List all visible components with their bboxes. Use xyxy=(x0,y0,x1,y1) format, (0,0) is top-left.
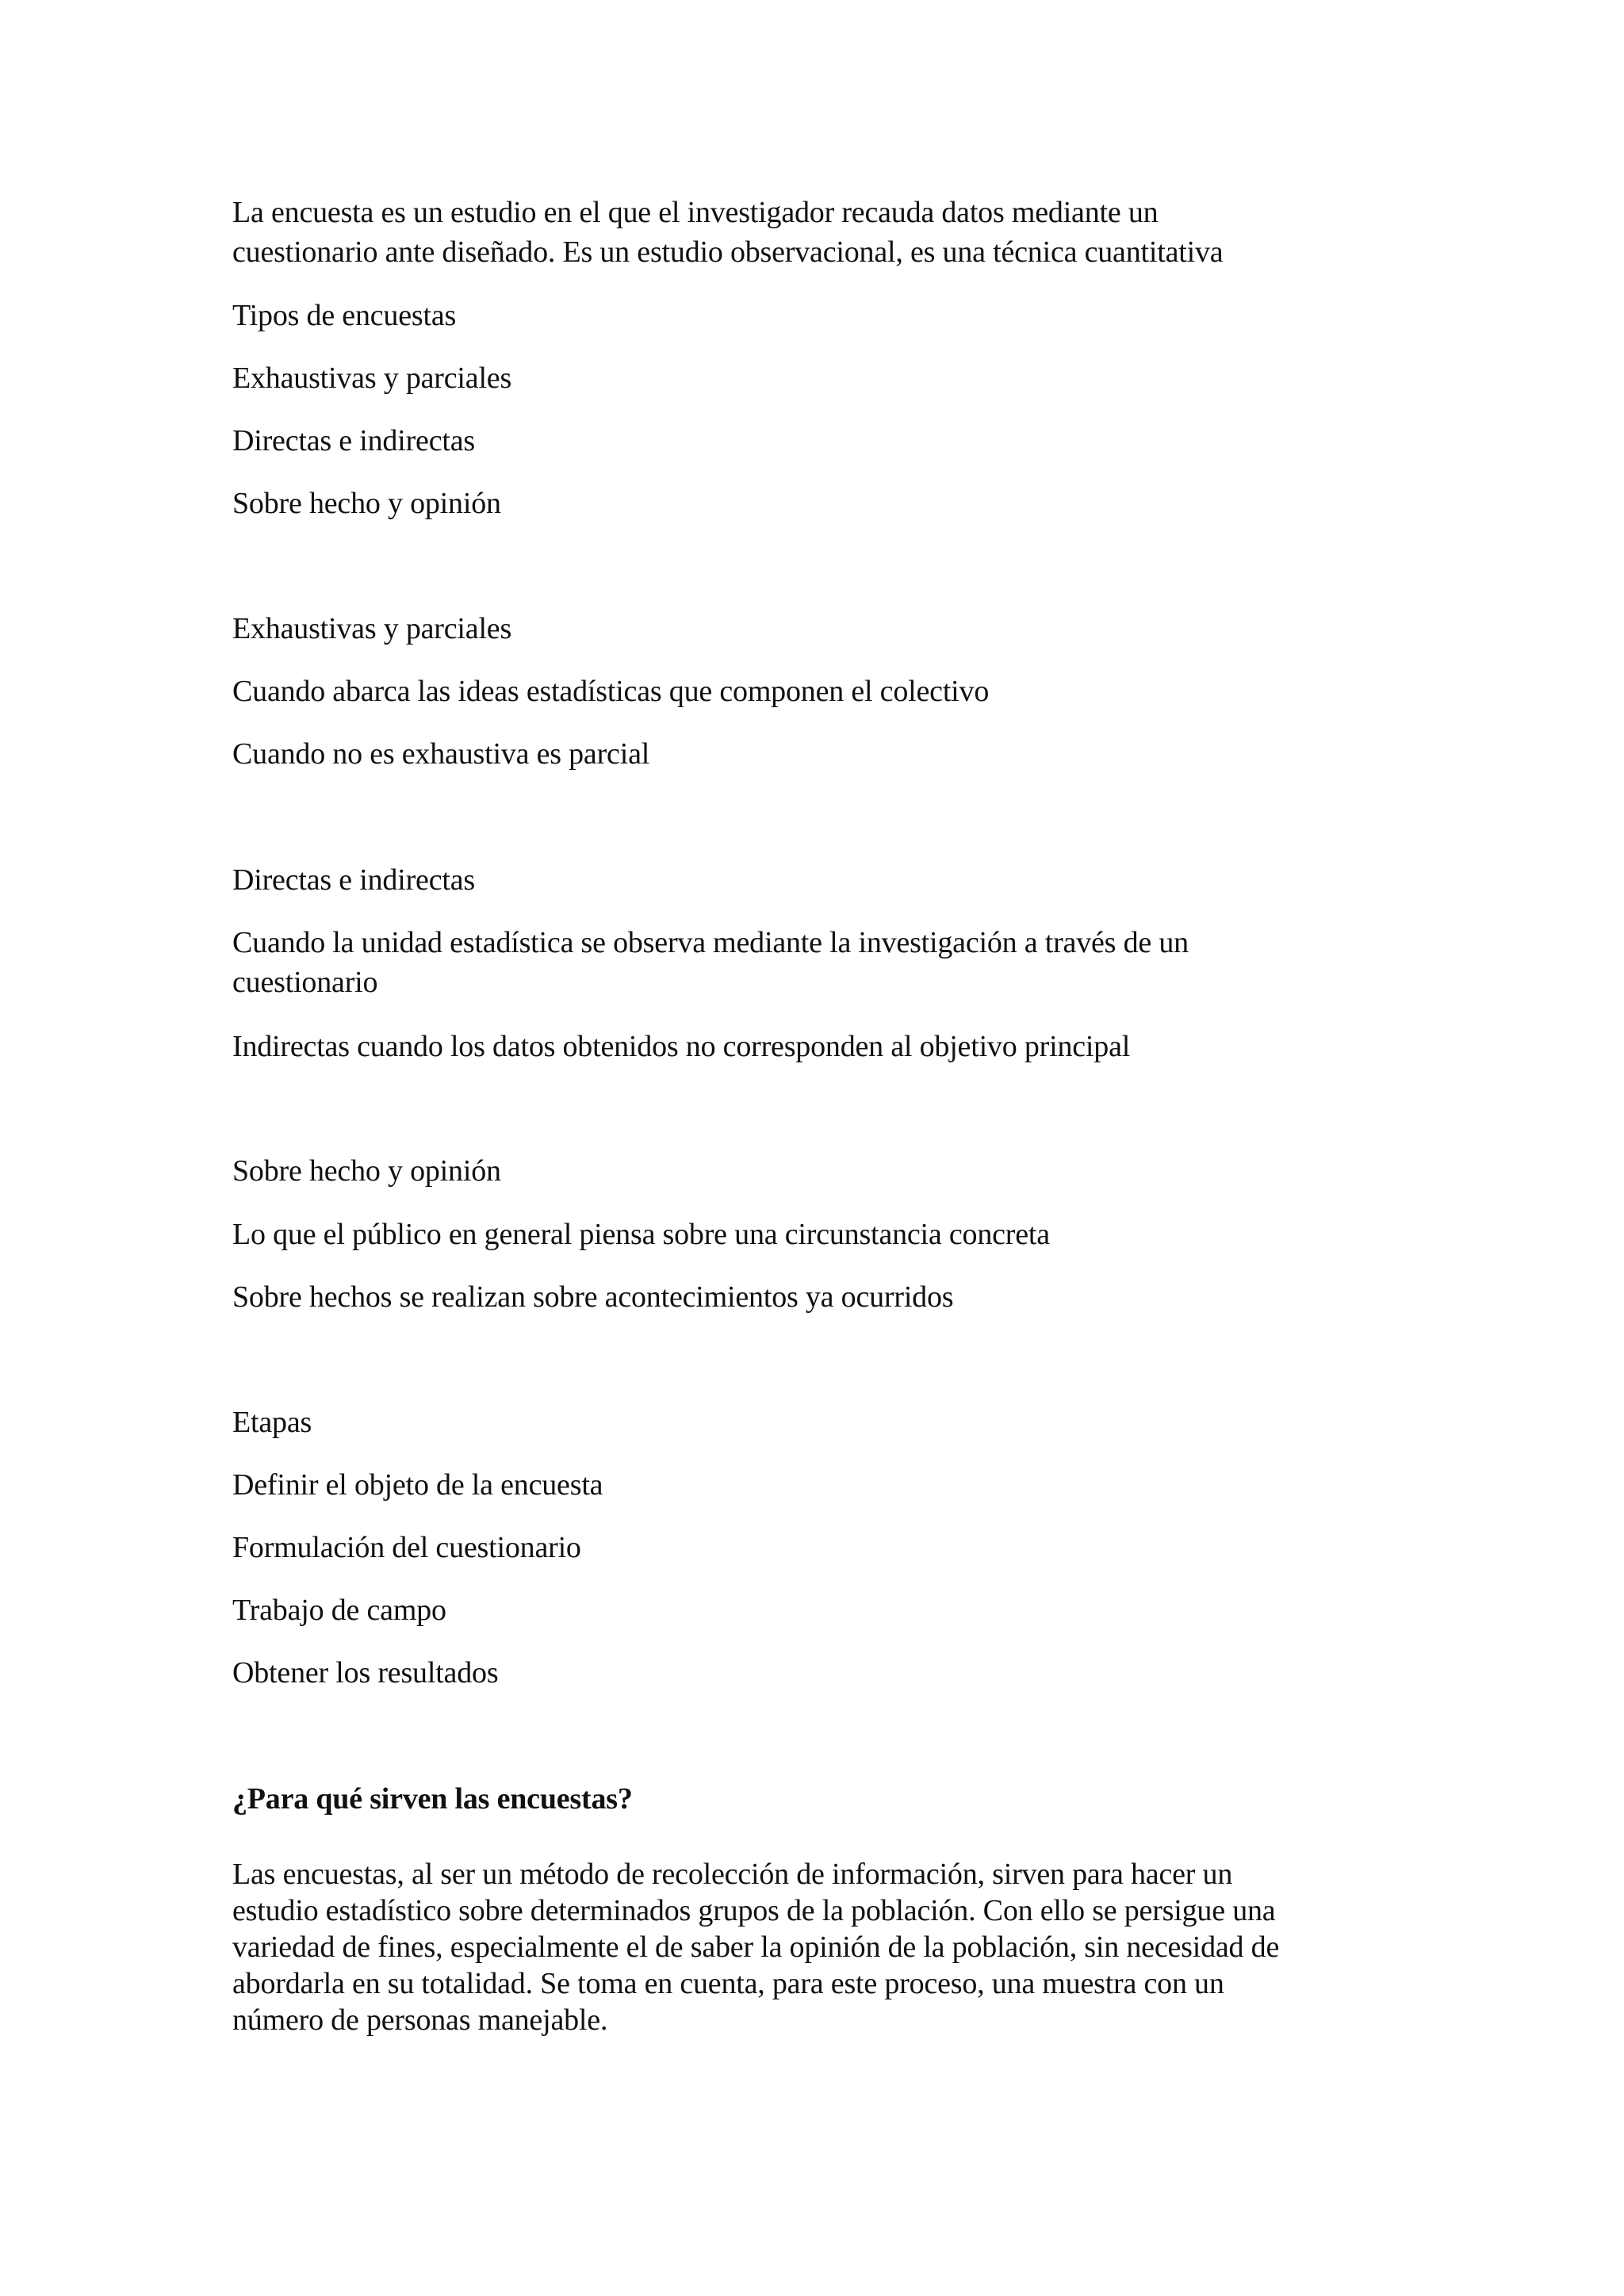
opinion-line-1: Lo que el público en general piensa sobre una circunstancia concreta xyxy=(232,1218,1050,1251)
exhaustive-line-1: Cuando abarca las ideas estadísticas que componen el colectivo xyxy=(232,675,990,708)
purpose-line-2: estudio estadístico sobre determinados grupos de la población. Con ello se persigue una xyxy=(232,1894,1276,1927)
purpose-line-1: Las encuestas, al ser un método de recolección de información, sirven para hacer un xyxy=(232,1858,1233,1891)
types-item-exhaustive: Exhaustivas y parciales xyxy=(232,362,512,395)
purpose-line-5: número de personas manejable. xyxy=(232,2003,608,2037)
stage-item-2: Formulación del cuestionario xyxy=(232,1531,581,1564)
direct-line-2: cuestionario xyxy=(232,966,378,999)
types-heading: Tipos de encuestas xyxy=(232,299,457,332)
types-item-direct: Directas e indirectas xyxy=(232,424,475,457)
purpose-line-3: variedad de fines, especialmente el de saber la opinión de la población, sin necesidad de xyxy=(232,1931,1280,1964)
types-item-opinion: Sobre hecho y opinión xyxy=(232,487,501,520)
stages-heading: Etapas xyxy=(232,1406,312,1439)
purpose-line-4: abordarla en su totalidad. Se toma en cuenta, para este proceso, una muestra con un xyxy=(232,1967,1224,2000)
opinion-heading: Sobre hecho y opinión xyxy=(232,1154,501,1188)
direct-line-3: Indirectas cuando los datos obtenidos no corresponden al objetivo principal xyxy=(232,1030,1131,1063)
opinion-line-2: Sobre hechos se realizan sobre acontecimientos ya ocurridos xyxy=(232,1280,954,1314)
intro-line-1: La encuesta es un estudio en el que el investigador recauda datos mediante un xyxy=(232,196,1159,229)
purpose-heading: ¿Para qué sirven las encuestas? xyxy=(232,1782,633,1816)
intro-line-2: cuestionario ante diseñado. Es un estudio observacional, es una técnica cuantitativa xyxy=(232,235,1224,269)
direct-line-1: Cuando la unidad estadística se observa mediante la investigación a través de un xyxy=(232,926,1189,959)
exhaustive-line-2: Cuando no es exhaustiva es parcial xyxy=(232,737,650,771)
stage-item-4: Obtener los resultados xyxy=(232,1656,499,1689)
direct-heading: Directas e indirectas xyxy=(232,863,475,897)
exhaustive-heading: Exhaustivas y parciales xyxy=(232,612,512,645)
stage-item-3: Trabajo de campo xyxy=(232,1594,446,1627)
stage-item-1: Definir el objeto de la encuesta xyxy=(232,1468,603,1502)
